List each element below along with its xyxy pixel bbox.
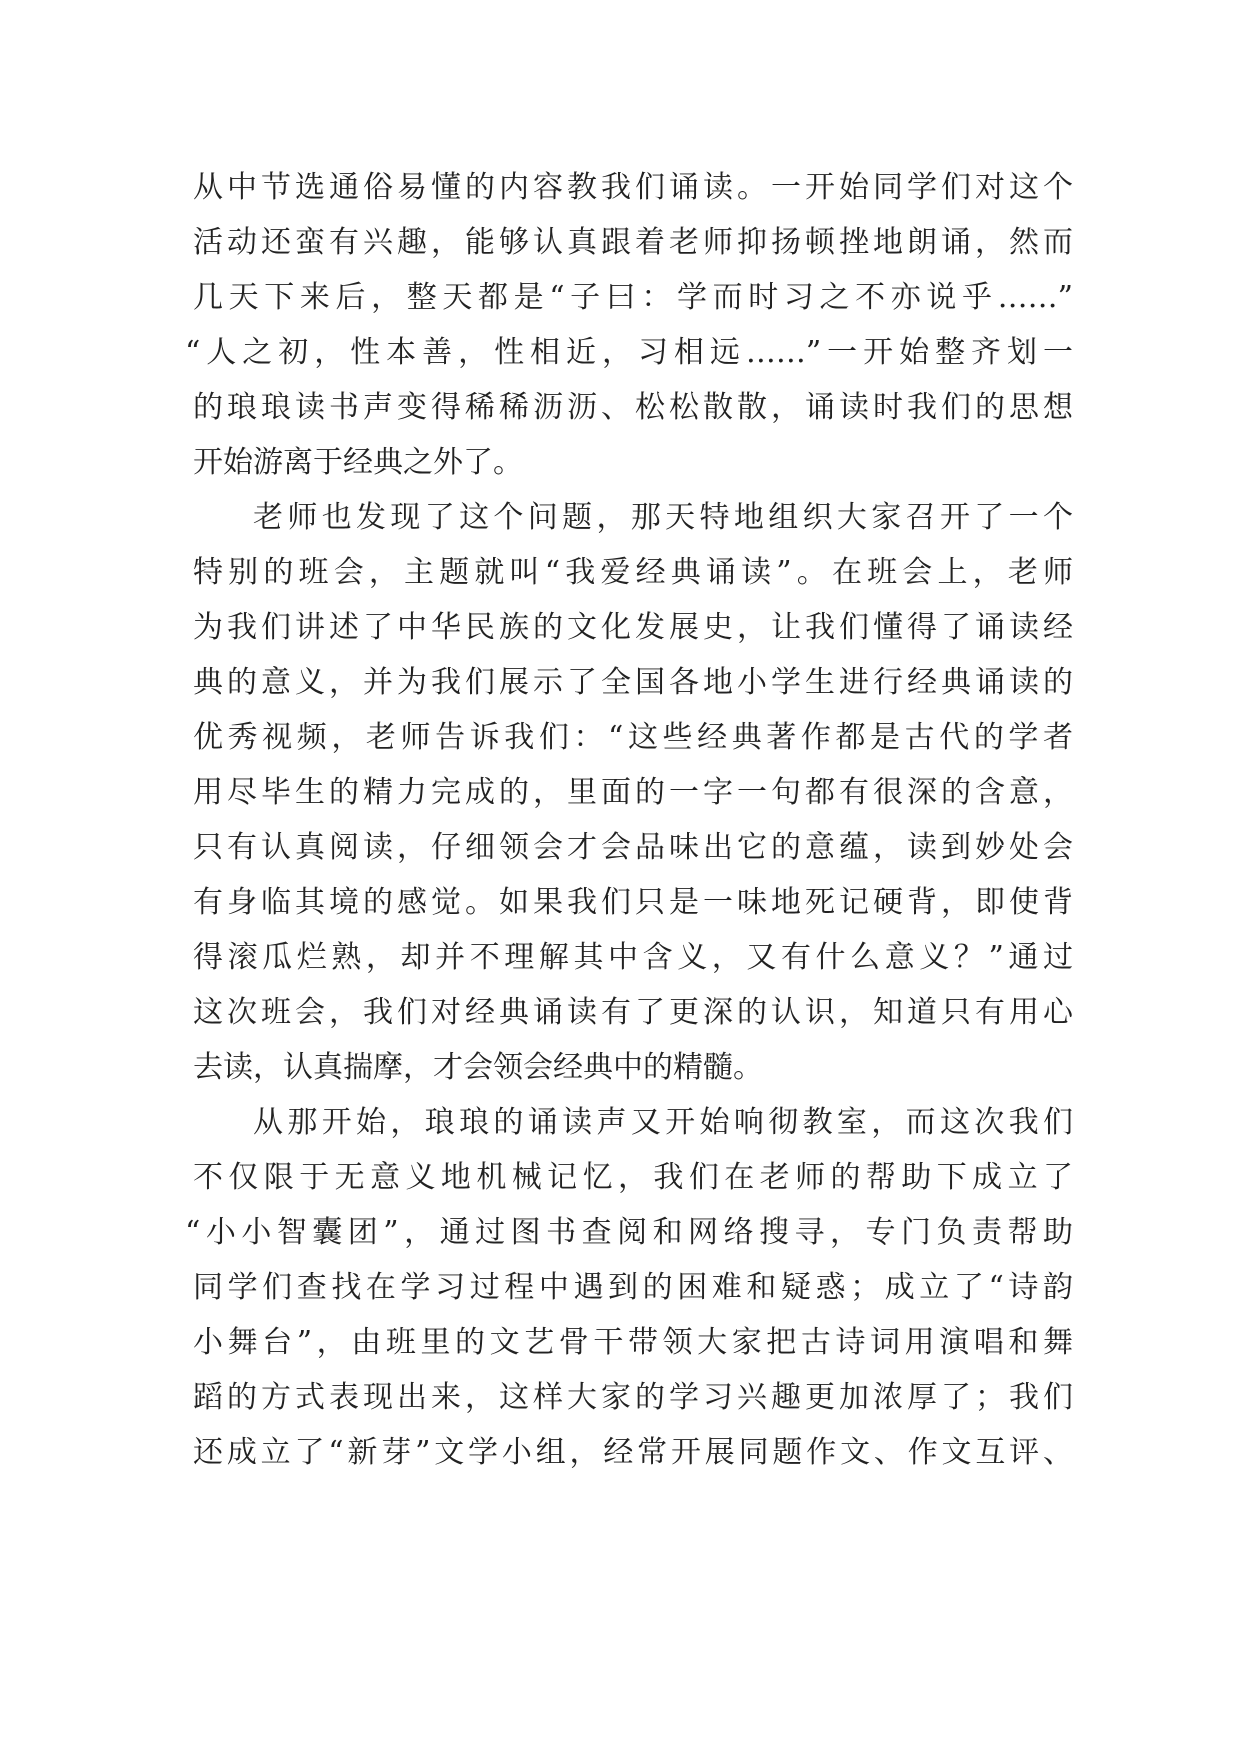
text-line: 有身临其境的感觉。如果我们只是一味地死记硬背，即使背 [193, 885, 1073, 920]
text-line: 优秀视频，老师告诉我们：“这些经典著作都是古代的学者 [193, 720, 1073, 755]
text-line: 特别的班会，主题就叫“我爱经典诵读”。在班会上，老师 [193, 555, 1073, 590]
paragraph [185, 160, 1073, 490]
text-line: 几天下来后，整天都是“子曰：学而时习之不亦说乎……” [193, 280, 1073, 315]
text-line: 的琅琅读书声变得稀稀沥沥、松松散散，诵读时我们的思想 [193, 390, 1073, 425]
text-line: 不仅限于无意义地机械记忆，我们在老师的帮助下成立了 [193, 1160, 1073, 1195]
text-line: 去读，认真揣摩，才会领会经典中的精髓。 [193, 1050, 763, 1085]
paragraph [185, 1095, 1073, 1480]
text-line: 小舞台”，由班里的文艺骨干带领大家把古诗词用演唱和舞 [193, 1325, 1073, 1360]
text-line: 活动还蛮有兴趣，能够认真跟着老师抑扬顿挫地朗诵，然而 [193, 225, 1073, 260]
text-line: 只有认真阅读，仔细领会才会品味出它的意蕴，读到妙处会 [193, 830, 1073, 865]
text-line: 这次班会，我们对经典诵读有了更深的认识，知道只有用心 [193, 995, 1073, 1030]
text-line: 同学们查找在学习过程中遇到的困难和疑惑；成立了“诗韵 [193, 1270, 1073, 1305]
text-line: 用尽毕生的精力完成的，里面的一字一句都有很深的含意， [193, 775, 1073, 810]
text-line: 老师也发现了这个问题，那天特地组织大家召开了一个 [253, 500, 1073, 535]
text-line: 从中节选通俗易懂的内容教我们诵读。一开始同学们对这个 [193, 170, 1073, 205]
text-line: 开始游离于经典之外了。 [193, 445, 523, 480]
text-line: 得滚瓜烂熟，却并不理解其中含义，又有什么意义？”通过 [193, 940, 1073, 975]
paragraph [193, 490, 1073, 1095]
text-line: 典的意义，并为我们展示了全国各地小学生进行经典诵读的 [193, 665, 1073, 700]
text-line: 从那开始，琅琅的诵读声又开始响彻教室，而这次我们 [253, 1105, 1073, 1140]
body-text [185, 160, 1073, 1480]
text-line: “小小智囊团”，通过图书查阅和网络搜寻，专门负责帮助 [185, 1215, 1073, 1250]
text-line: 为我们讲述了中华民族的文化发展史，让我们懂得了诵读经 [193, 610, 1073, 645]
text-line: 还成立了“新芽”文学小组，经常开展同题作文、作文互评、 [193, 1435, 1073, 1470]
text-line: “人之初，性本善，性相近，习相远……”一开始整齐划一 [185, 335, 1073, 370]
text-line: 蹈的方式表现出来，这样大家的学习兴趣更加浓厚了；我们 [193, 1380, 1073, 1415]
